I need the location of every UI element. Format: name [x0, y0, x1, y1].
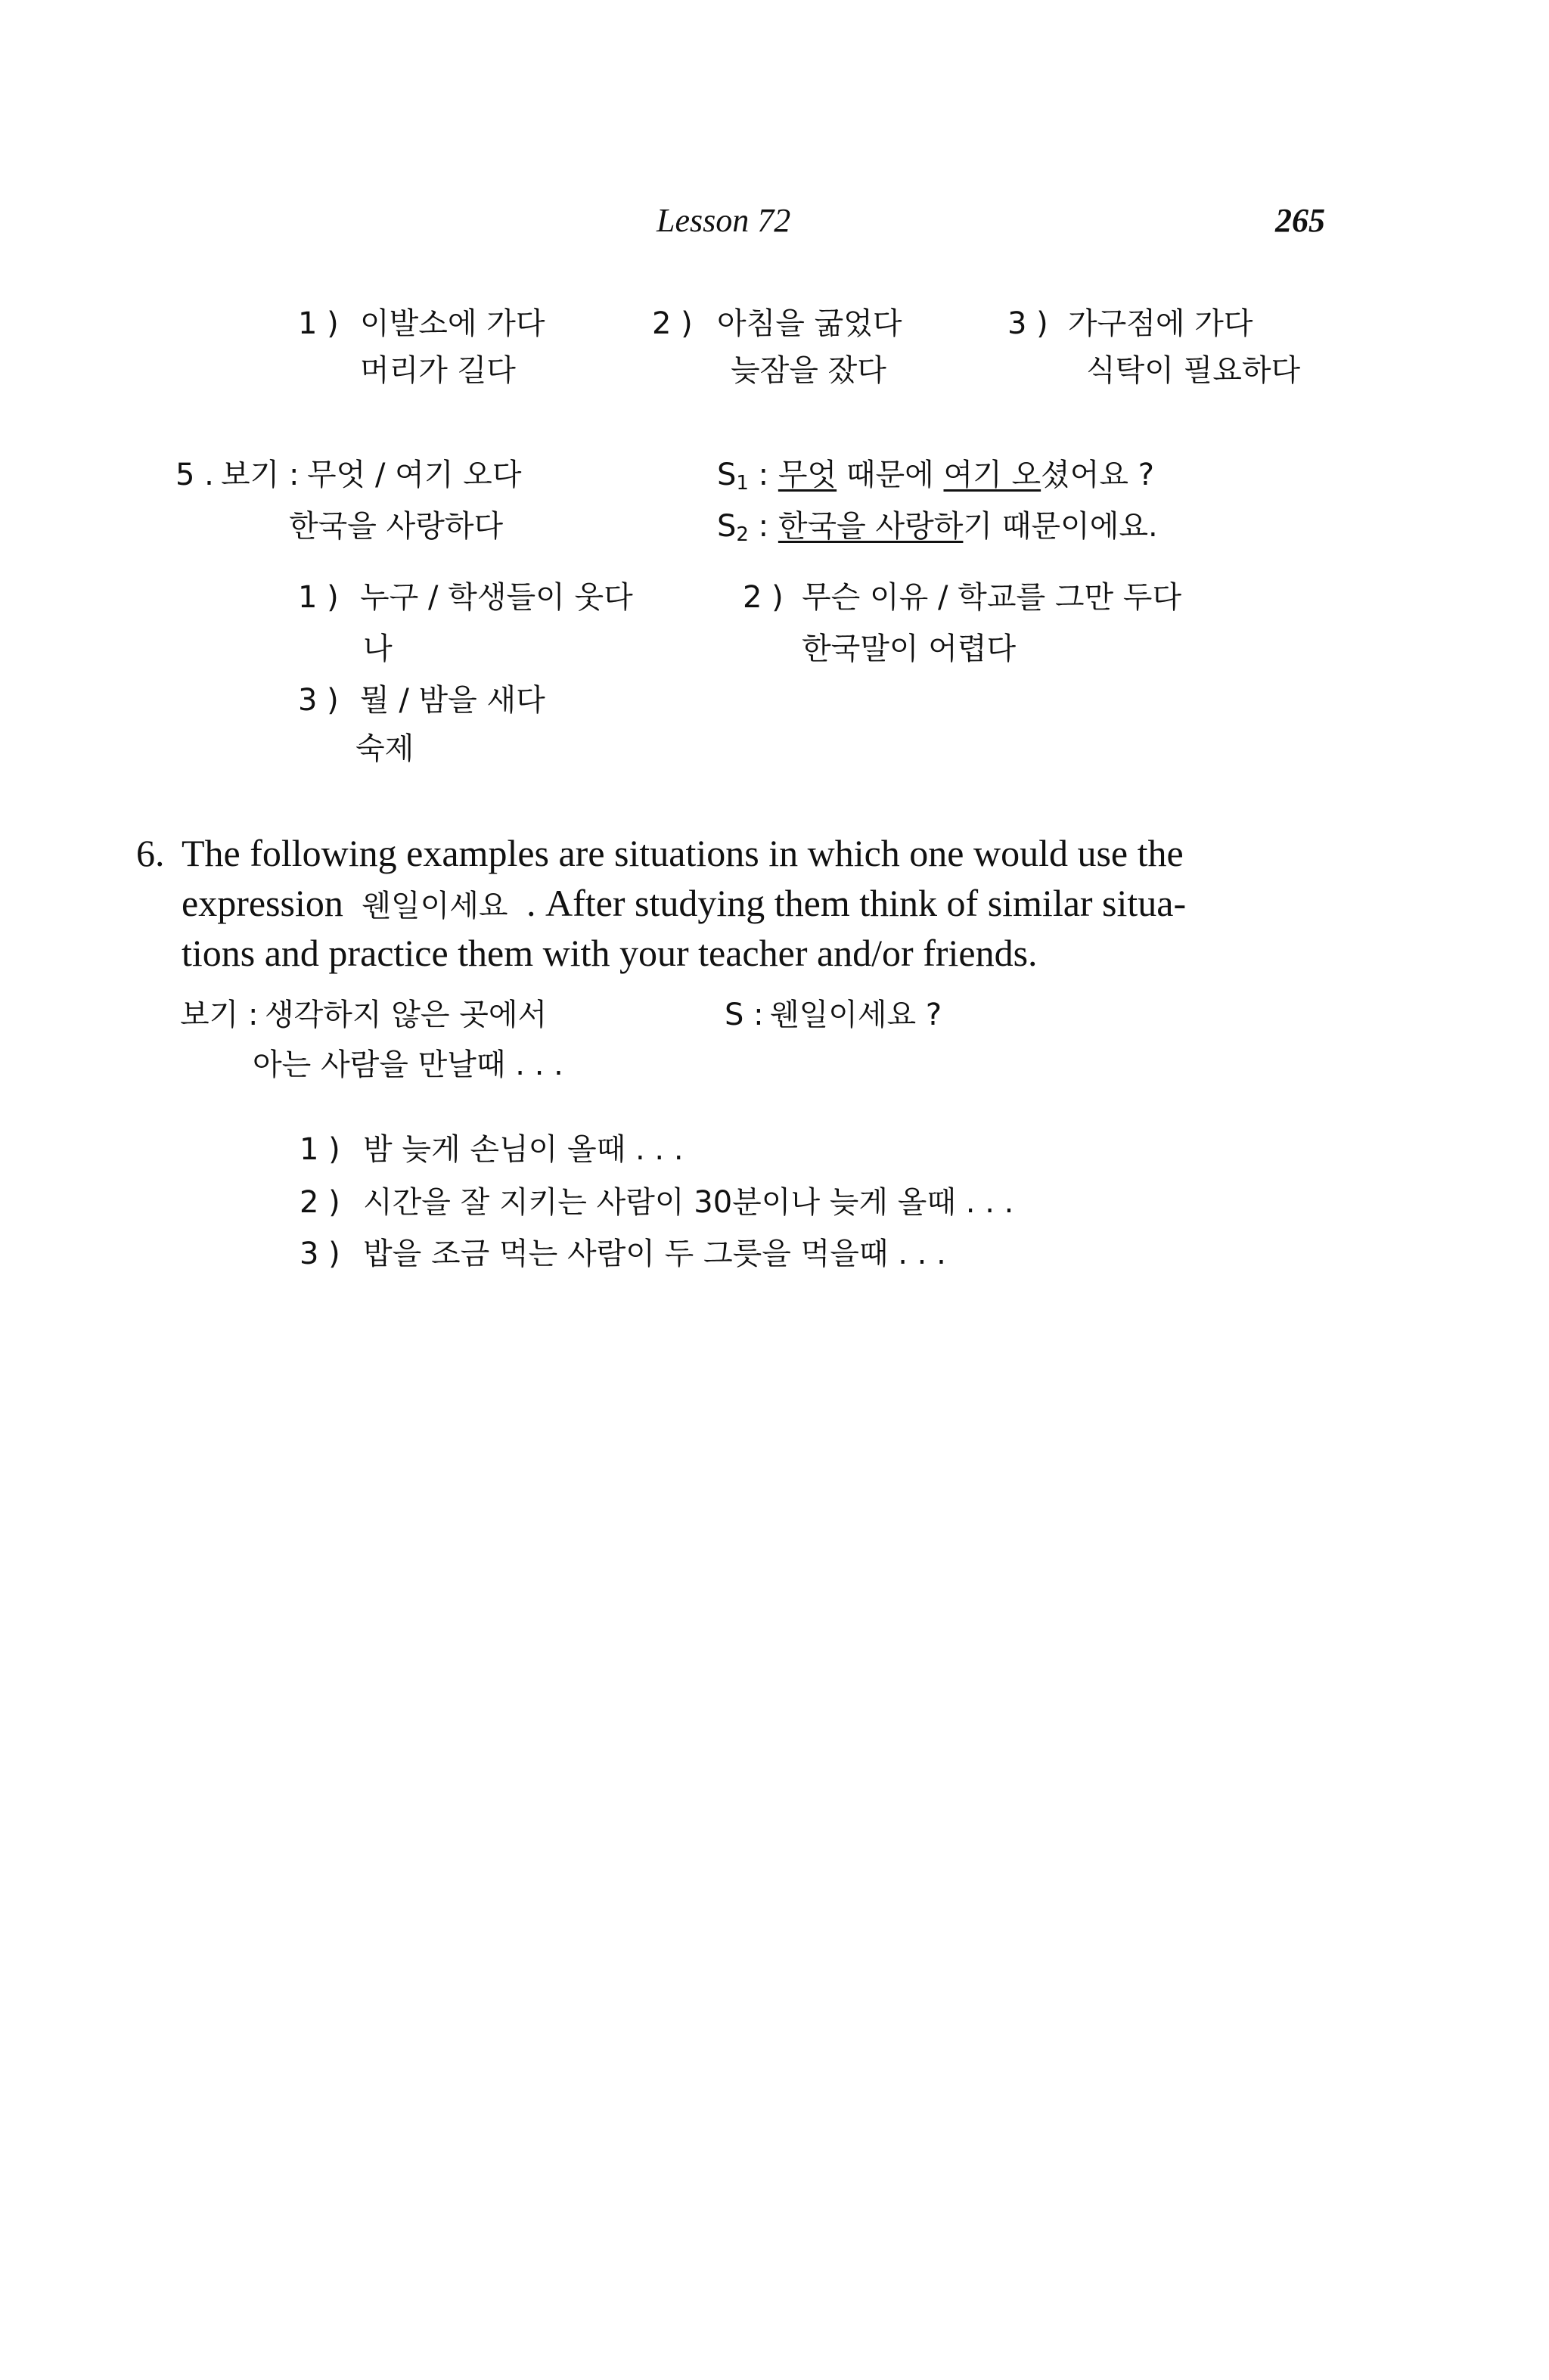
underlined-text: 무엇 — [778, 458, 837, 492]
example-prompt: 무엇 / 여기 오다 — [307, 458, 522, 492]
list-item-number: 1 ) — [298, 580, 339, 615]
example-label: 보기 : — [221, 458, 300, 492]
list-item-text: 식탁이 필요하다 — [1086, 353, 1301, 388]
korean-expression: 웬일이세요 — [362, 889, 508, 923]
list-item-text: 밤 늦게 손님이 올때 . . . — [363, 1132, 684, 1167]
instruction-text: tions and practice them with your teacher and/or friends. — [182, 932, 1038, 974]
list-item-number: 1 ) — [300, 1132, 340, 1167]
instruction-text-part: expression — [182, 882, 343, 924]
list-item-number: 2 ) — [300, 1185, 340, 1220]
instruction-text: The following examples are situations in which one would use the — [182, 832, 1184, 874]
example-response-s1 — [717, 457, 1154, 501]
page-number: 265 — [1275, 202, 1325, 239]
list-item-text: 숙제 — [355, 731, 414, 766]
list-item-text: 늦잠을 잤다 — [731, 353, 886, 388]
speaker-subscript: 1 — [736, 472, 749, 495]
instruction-text — [182, 880, 1186, 926]
example-response: 웬일이세요 ? — [770, 998, 942, 1032]
speaker-subscript: 2 — [736, 523, 749, 546]
example-prompt: 한국을 사랑하다 — [289, 509, 504, 544]
underlined-text: 여기 오 — [943, 458, 1041, 492]
example-label: 보기 : — [180, 998, 259, 1032]
list-item-text: 이발소에 가다 — [360, 306, 545, 341]
example-prompt: 아는 사람을 만날때 . . . — [253, 1047, 563, 1082]
response-text: 때문에 — [837, 458, 944, 492]
list-item-text: 한국말이 어렵다 — [802, 631, 1017, 666]
colon: : — [758, 509, 769, 544]
speaker-label: S — [717, 509, 737, 544]
colon: : — [758, 458, 769, 492]
list-item-number: 3 ) — [298, 683, 339, 718]
list-item-text: 아침을 굶었다 — [717, 306, 902, 341]
list-item-text: 누구 / 학생들이 웃다 — [360, 580, 633, 615]
exercise-number: 6. — [136, 832, 165, 874]
list-item-number: 2 ) — [652, 306, 693, 341]
list-item-number: 3 ) — [300, 1237, 340, 1271]
list-item-number: 1 ) — [298, 306, 339, 341]
list-item-text: 시간을 잘 지키는 사람이 30분이나 늦게 올때 . . . — [363, 1185, 1014, 1220]
example-prompt: 생각하지 않은 곳에서 — [265, 998, 548, 1032]
list-item-text: 나 — [363, 631, 393, 666]
instruction-text-part: . After studying them think of similar situa- — [526, 882, 1187, 924]
speaker-label: S — [717, 458, 737, 492]
list-item-text: 머리가 길다 — [360, 353, 516, 388]
exercise-number: 5 . — [175, 458, 214, 492]
example-response-s2 — [717, 508, 1158, 553]
response-text: 셨어요 ? — [1041, 458, 1155, 492]
list-item-number: 2 ) — [743, 580, 784, 615]
list-item-text: 밥을 조금 먹는 사람이 두 그릇을 먹을때 . . . — [363, 1237, 946, 1271]
list-item-text: 뭘 / 밤을 새다 — [360, 683, 545, 718]
response-text: 기 때문이에요. — [963, 509, 1158, 544]
speaker-label: S : — [725, 998, 764, 1032]
running-header: Lesson 72 — [657, 202, 791, 239]
list-item-number: 3 ) — [1007, 306, 1048, 341]
underlined-text: 한국을 사랑하 — [778, 509, 964, 544]
list-item-text: 무슨 이유 / 학교를 그만 두다 — [802, 580, 1182, 615]
list-item-text: 가구점에 가다 — [1068, 306, 1253, 341]
